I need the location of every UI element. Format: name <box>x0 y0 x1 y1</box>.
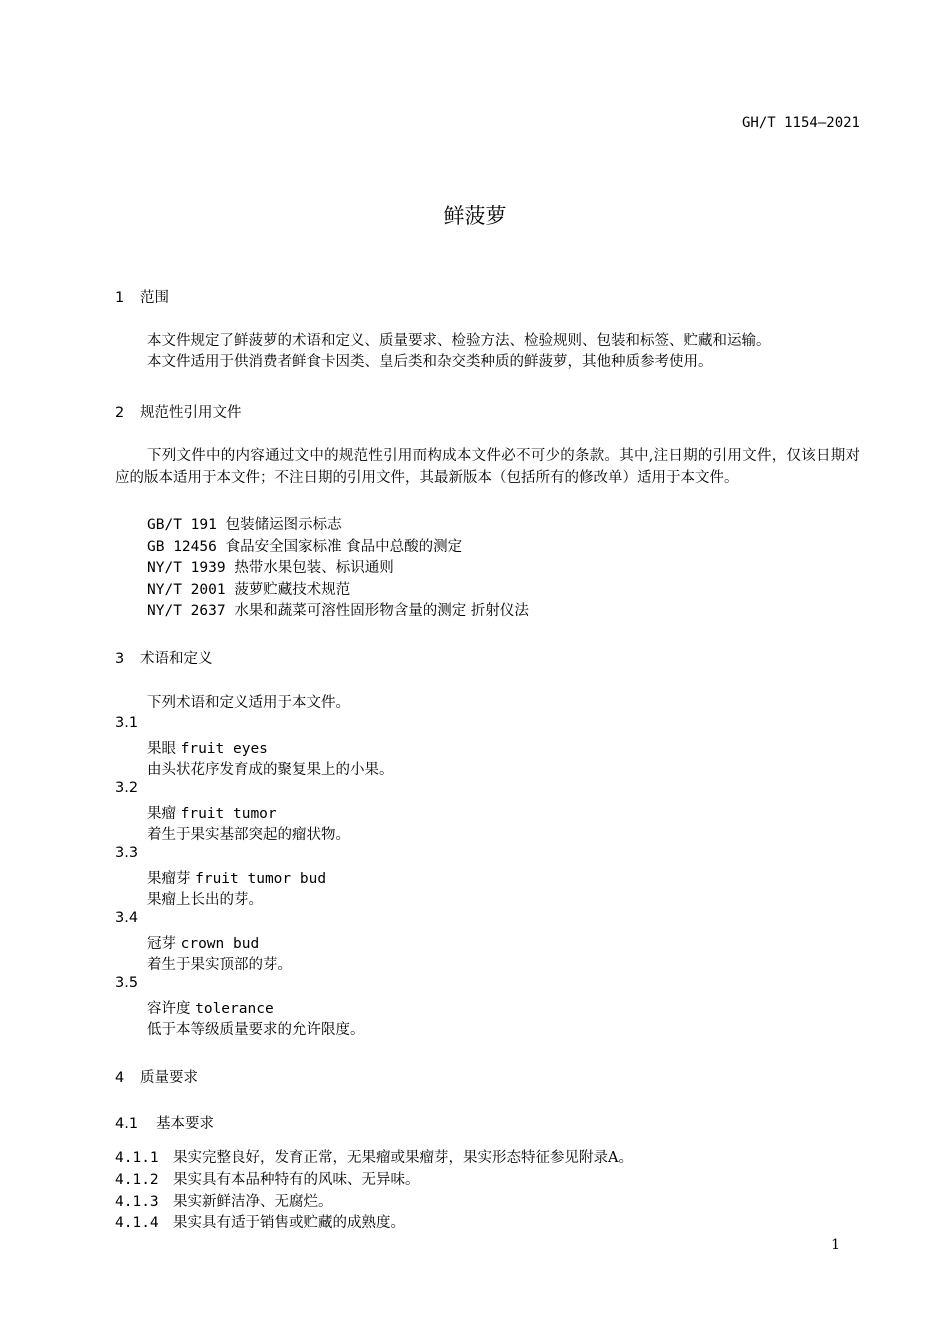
term-heading <box>147 997 274 1018</box>
term-zh: 果瘤 <box>147 806 176 822</box>
term-zh: 容许度 <box>147 1001 191 1017</box>
term-definition: 低于本等级质量要求的允许限度。 <box>147 1022 365 1038</box>
term-number: 3.1 <box>115 715 139 731</box>
section-number: 2 <box>115 405 125 421</box>
reference-code: NY/T 2637 <box>147 603 226 619</box>
section-title: 范围 <box>140 290 169 306</box>
term-definition: 由头状花序发育成的聚复果上的小果。 <box>147 762 394 778</box>
reference-title: 食品安全国家标准 食品中总酸的测定 <box>225 539 463 555</box>
item-text: 果实具有适于销售或贮藏的成熟度。 <box>173 1215 405 1231</box>
term-en: fruit tumor bud <box>195 871 327 887</box>
term-en: fruit eyes <box>180 741 268 757</box>
section-4-heading <box>115 1066 198 1087</box>
item-number: 4.1.1 <box>115 1150 159 1166</box>
term-definition: 着生于果实基部突起的瘤状物。 <box>147 827 350 843</box>
reference-item <box>147 556 394 577</box>
reference-title: 热带水果包装、标识通则 <box>234 560 394 576</box>
term-heading <box>147 932 259 953</box>
section-title: 术语和定义 <box>140 651 213 667</box>
term-en: crown bud <box>180 936 260 952</box>
reference-title: 包装储运图示标志 <box>225 517 342 533</box>
term-number: 3.3 <box>115 845 139 861</box>
reference-item <box>147 599 529 620</box>
page-number: 1 <box>831 1237 840 1253</box>
paragraph: 下列文件中的内容通过文中的规范性引用而构成本文件必不可少的条款。其中,注日期的引用文件，仅该日期对应的版本适用于本文件；不注日期的引用文件，其最新版本（包括所有的修改单）适用于本文件。 <box>115 448 860 486</box>
item-text: 果实新鲜洁净、无腐烂。 <box>173 1194 333 1210</box>
term-zh: 果瘤芽 <box>147 871 191 887</box>
term-definition: 着生于果实顶部的芽。 <box>147 957 292 973</box>
section-1-heading <box>115 286 169 307</box>
term-definition: 果瘤上长出的芽。 <box>147 892 263 908</box>
term-en: fruit tumor <box>180 806 277 822</box>
section-title: 规范性引用文件 <box>140 405 242 421</box>
item-text: 果实完整良好，发育正常，无果瘤或果瘤芽，果实形态特征参见附录A。 <box>173 1150 633 1166</box>
reference-item <box>147 535 462 556</box>
reference-title: 水果和蔬菜可溶性固形物含量的测定 折射仪法 <box>234 603 529 619</box>
section-number: 4 <box>115 1070 125 1086</box>
item-number: 4.1.2 <box>115 1172 159 1188</box>
term-zh: 冠芽 <box>147 936 176 952</box>
subsection-number: 4.1 <box>115 1116 139 1132</box>
term-number: 3.4 <box>115 910 139 926</box>
section-title: 质量要求 <box>140 1070 198 1086</box>
standard-number: GH/T 1154—2021 <box>741 115 860 131</box>
paragraph: 本文件适用于供消费者鲜食卡因类、皇后类和杂交类种质的鲜菠萝，其他种质参考使用。 <box>147 354 713 370</box>
section-number: 3 <box>115 651 125 667</box>
item-number: 4.1.3 <box>115 1194 159 1210</box>
requirement-item <box>115 1146 633 1167</box>
section-number: 1 <box>115 290 125 306</box>
term-heading <box>147 867 326 888</box>
reference-title: 菠萝贮藏技术规范 <box>234 582 351 598</box>
term-number: 3.2 <box>115 780 139 796</box>
requirement-item <box>115 1168 420 1189</box>
term-en: tolerance <box>195 1001 274 1017</box>
document-title: 鲜菠萝 <box>443 204 507 228</box>
reference-code: GB 12456 <box>147 539 217 555</box>
item-number: 4.1.4 <box>115 1215 159 1231</box>
reference-code: NY/T 1939 <box>147 560 226 576</box>
term-zh: 果眼 <box>147 741 176 757</box>
paragraph: 本文件规定了鲜菠萝的术语和定义、质量要求、检验方法、检验规则、包装和标签、贮藏和运输。 <box>147 333 771 349</box>
reference-code: NY/T 2001 <box>147 582 226 598</box>
subsection-heading <box>115 1112 214 1133</box>
requirement-item <box>115 1211 405 1232</box>
section-3-heading <box>115 647 213 668</box>
requirement-item <box>115 1190 333 1211</box>
reference-code: GB/T 191 <box>147 517 217 533</box>
subsection-title: 基本要求 <box>156 1116 214 1132</box>
item-text: 果实具有本品种特有的风味、无异味。 <box>173 1172 420 1188</box>
term-number: 3.5 <box>115 975 139 991</box>
section-2-heading <box>115 401 242 422</box>
reference-item <box>147 513 342 534</box>
term-heading <box>147 737 268 758</box>
reference-item <box>147 578 350 599</box>
paragraph: 下列术语和定义适用于本文件。 <box>147 695 350 711</box>
term-heading <box>147 802 277 823</box>
